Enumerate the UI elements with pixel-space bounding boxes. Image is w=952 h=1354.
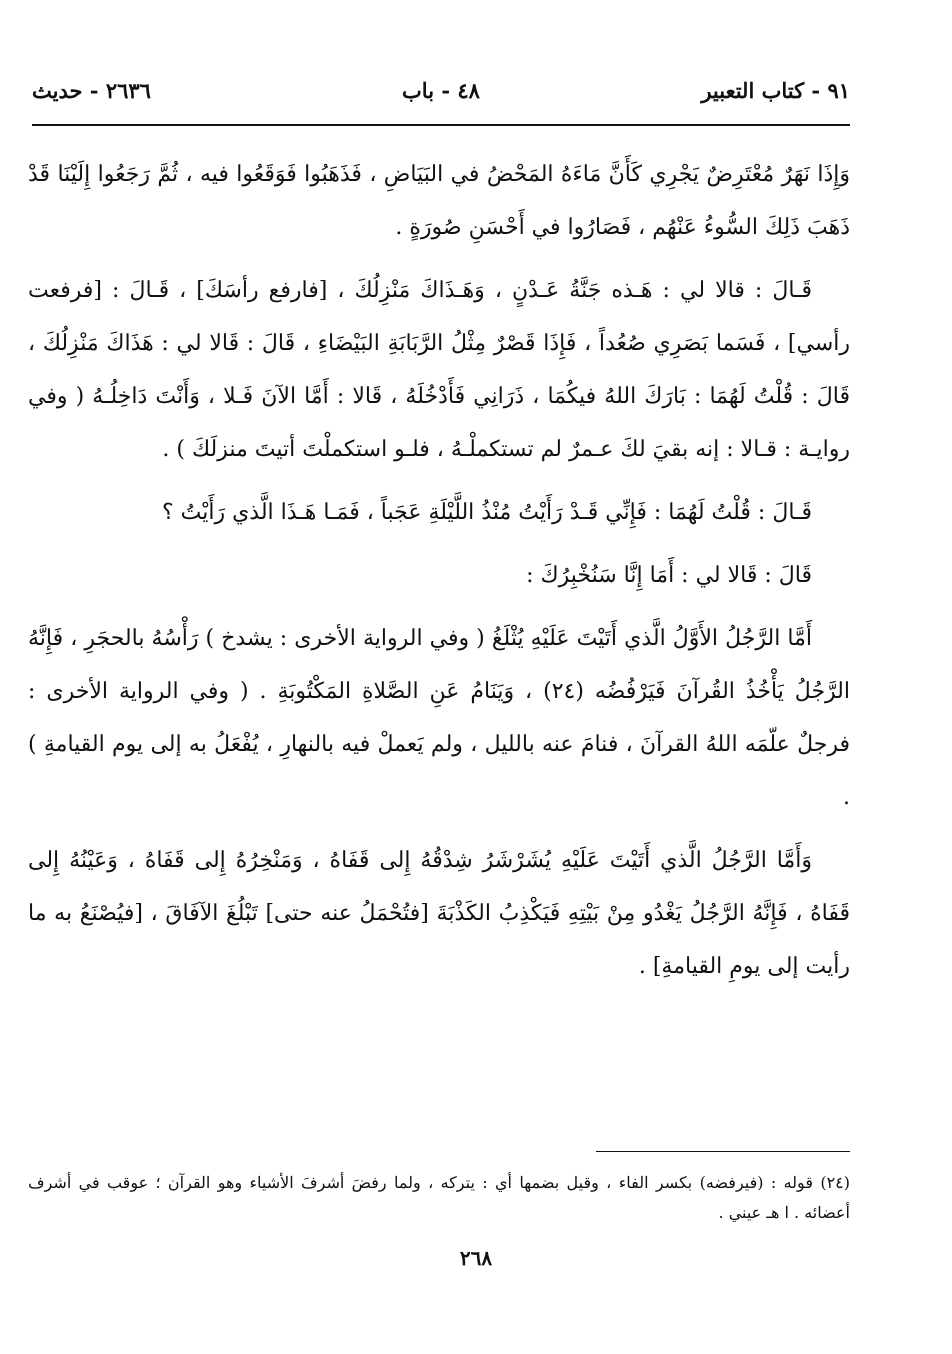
- paragraph-5: أَمَّا الرَّجُلُ الأَوَّلُ الَّذي أَتَيْتَ عَلَيْهِ يُثْلَغُ ( وفي الرواية الأخرى : يشدخ ) رَأْسُهُ بالحجَرِ ، فَإِنَّهُ الرَّجُلُ يَأْخُذُ القُرآنَ فَيَرْفُضُه (٢٤) ، وَيَنَامُ عَنِ الصَّلاةِ المَكْتُوبَةِ . ( وفي الرواية الأخرى : فرجلٌ علّمَه اللهُ القرآنَ ، فنامَ عنه بالليل ، ولم يَعملْ فيه بالنهارِ ، يُفْعَلُ به إلى يوم القيامةِ ) .: [28, 626, 851, 810]
- paragraph-2: قَـالَ : قالا لي : هَـذه جَنَّةُ عَـدْنٍ ، وَهَـذَاكَ مَنْزِلُكَ ، [فارفع رأسَكَ] ، قَـالَ : [فرفعت رأسي] ، فَسَما بَصَرِي صُعُداً ، فَإِذَا قَصْرٌ مِثْلُ الرَّبَابَةِ البَيْضَاءِ ، قَالَ : قَالا لي : هَذَاكَ مَنْزِلُكَ ، قَالَ : قُلْتُ لَهُمَا : بَارَكَ اللهُ فيكُمَا ، ذَرَانِي فَأَدْخُلَهُ ، قَالا : أَمَّا الآنَ فَـلا ، وَأَنْتَ دَاخِلُـهُ ( وفي روايـة : قـالا : إنه بقيَ لكَ عـمرٌ لم تستكملْـهُ ، فلـو استكملْتَ أتيتَ منزلَكَ ) .: [28, 278, 850, 462]
- footnote-divider: [596, 1151, 850, 1152]
- page-number: ٢٦٨: [459, 1246, 493, 1270]
- header-divider: [32, 124, 850, 126]
- paragraph-3: قَـالَ : قُلْتُ لَهُمَا : فَإِنِّي قَـدْ رَأَيْتُ مُنْذُ اللَّيْلَةِ عَجَباً ، فَمَـا هَـذَا الَّذي رَأَيْتُ ؟: [161, 500, 812, 525]
- running-header: [32, 72, 850, 116]
- footnote: (٢٤) قوله : (فيرفضه) بكسر الفاء ، وقيل بضمها أي : يتركه ، ولما رفضَ أشرفَ الأشياء وهو القرآن ؛ عوقب في أشرف أعضائه . ا هـ عيني .: [28, 1173, 851, 1222]
- main-text: [28, 148, 850, 993]
- hadith-number: ٢٦٣٦ - حديث: [32, 78, 151, 103]
- paragraph-6: وَأَمَّا الرَّجُلُ الَّذي أَتَيْتَ عَلَيْهِ يُشَرْشَرُ شِدْقُهُ إِلى قَفَاهُ ، وَمَنْخِرُهُ إِلى قَفَاهُ ، وَعَيْنُهُ إِلى قَفَاهُ ، فَإِنَّهُ الرَّجُلُ يَغْدُو مِنْ بَيْتِهِ فَيَكْذِبُ الكَذْبَةَ [فتُحْمَلُ عنه حتى] تَبْلُغَ الآفَاقَ ، [فيُصْنَعُ به ما رأيت إلى يومِ القيامةِ] .: [28, 848, 850, 979]
- chapter-title: ٤٨ - باب: [402, 78, 480, 103]
- paragraph-4: قَالَ : قَالا لي : أَمَا إِنَّا سَنُخْبِرُكَ :: [526, 563, 812, 588]
- book-title: ٩١ - كتاب التعبير: [701, 78, 850, 103]
- paragraph-1: وَإِذَا نَهَرٌ مُعْتَرِضٌ يَجْرِي كَأَنَّ مَاءَهُ المَحْضُ في البَيَاضِ ، فَذَهَبُوا فَوَقَعُوا فيه ، ثُمَّ رَجَعُوا إِلَيْنَا قَدْ ذَهَبَ ذَلِكَ السُّوءُ عَنْهُم ، فَصَارُوا في أَحْسَنِ صُورَةٍ .: [28, 162, 851, 240]
